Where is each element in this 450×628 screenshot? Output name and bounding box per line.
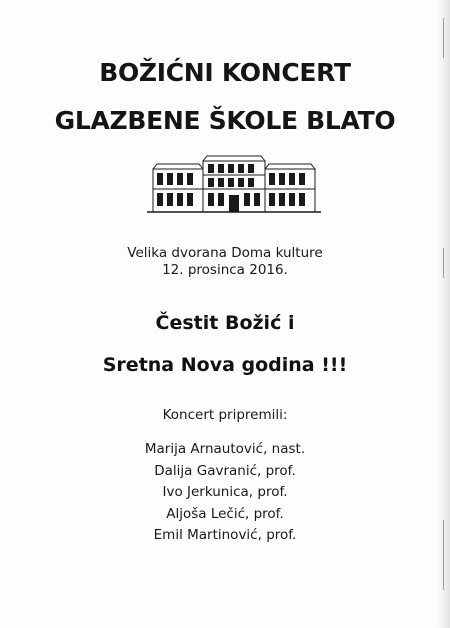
credit-person: Emil Martinović, prof. bbox=[153, 527, 297, 543]
school-title: GLAZBENE ŠKOLE BLATO bbox=[54, 106, 396, 135]
school-building-icon bbox=[147, 155, 321, 215]
venue-hall: Velika dvorana Doma kulture bbox=[127, 245, 323, 261]
credit-person: Ivo Jerkunica, prof. bbox=[162, 484, 288, 500]
greeting-new-year: Sretna Nova godina !!! bbox=[102, 354, 348, 376]
scan-artifact bbox=[443, 18, 444, 58]
concert-title: BOŽIĆNI KONCERT bbox=[99, 58, 351, 87]
concert-date: 12. prosinca 2016. bbox=[162, 262, 288, 278]
credit-person: Marija Arnautović, nast. bbox=[144, 441, 306, 457]
scan-artifact bbox=[443, 248, 444, 278]
greeting-christmas: Čestit Božić i bbox=[155, 312, 295, 334]
credit-person: Aljoša Lečić, prof. bbox=[166, 505, 284, 522]
credits-list bbox=[0, 439, 450, 547]
credits-heading: Koncert pripremili: bbox=[162, 407, 288, 423]
credit-person: Dalija Gavranić, prof. bbox=[154, 462, 296, 479]
scan-artifact bbox=[443, 520, 444, 590]
